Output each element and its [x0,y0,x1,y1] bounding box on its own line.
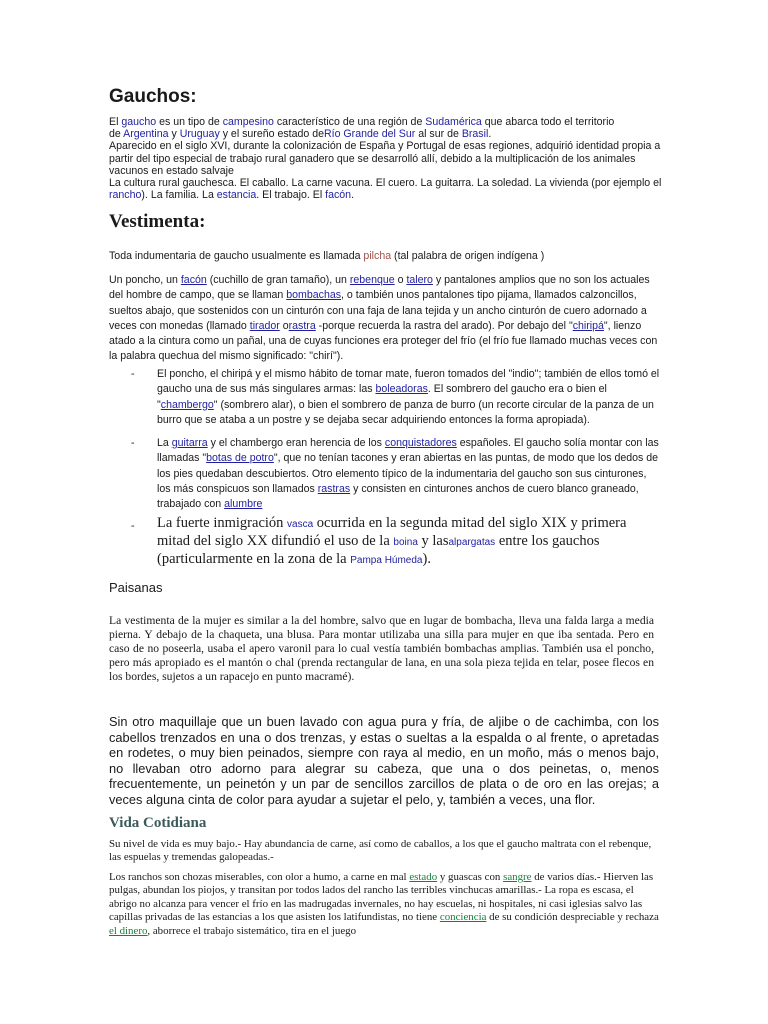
link-vasca[interactable]: vasca [287,519,314,530]
text: , o también unos pantalones tipo pijama, llamados calzoncillos, sueltos abajo, que sostenidos con un cinturón con una faja de lana tejida y un ancho cinturón de cuero adornado a veces con monedas (llamado [109,289,647,332]
text: españoles. El gaucho solía montar con las llamadas " [157,437,659,465]
text: Los ranchos son chozas miserables, con olor a humo, a carne en mal [109,871,410,883]
text: (tal palabra de origen indígena ) [391,250,545,262]
text: característico de una región de [273,116,426,128]
text: y [168,128,180,141]
text: de [109,128,124,141]
text: o [394,274,407,286]
paisanas-paragraph-1: La vestimenta de la mujer es similar a la del hombre, salvo que en lugar de bombacha, lleva una falda larga a media pierna. Y debajo de la chaqueta, una blusa. Para montar utilizaba una silla para mujer en que iba sentada. Pero en caso de no poseerla, usaba el apero varonil para lo cual vestía también bombachas amplias. También usa el poncho, pero más apropiado es el mantón o chal (prenda rectangular de lana, en una sola pieza tejida en telar, posee flecos en los bordes, sujetos a un rapacejo en punto macramé). [109,614,654,683]
text: es un tipo de [156,116,223,128]
text: que abarca todo el territorio [481,116,615,128]
text: . [351,189,355,202]
text: " (sombrero alar), o bien el sombrero de panza de burro (un recorte circular de la panza de un burro que se ataba a un postre y se dejaba secar adquiriendo entonces la forma apropiada). [157,398,654,426]
text: y el sureño estado de [219,128,324,141]
vida-paragraph-1: Su nivel de vida es muy bajo.- Hay abundancia de carne, así como de caballos, a los que el gaucho maltrata con el rebenque, las espuelas y tremendas galopeadas.- [109,838,652,864]
link-pilcha[interactable]: pilcha [363,250,392,262]
text: La fuerte inmigración [157,515,288,531]
link-rastra[interactable]: rastra [288,319,316,332]
gauchos-intro [109,116,664,201]
link-tirador[interactable]: tirador [249,319,280,332]
text: y guascas con [437,871,504,883]
link-rancho[interactable]: rancho [109,189,142,202]
text: y las [417,533,449,549]
list-dash: - [131,437,135,450]
link-estado[interactable]: estado [409,871,438,883]
link-sudamerica[interactable]: Sudamérica [425,116,482,128]
link-pampa-humeda[interactable]: Pampa Húmeda [350,555,423,566]
link-facon[interactable]: facón [325,189,352,202]
text: . El sombrero del gaucho era o bien el " [157,383,607,411]
text: (cuchillo de gran tamaño), un [206,274,350,286]
vestimenta-intro [109,250,669,262]
text: ", lienzo atado a la cintura como un pañal, una de cuyas funciones era proteger del frío (el frío fue llamado muchas veces con la palabra quechua del mismo significado: "chirí"). [109,319,658,363]
vida-cotidiana-title: Vida Cotidiana [109,815,207,831]
text: La cultura rural gauchesca. El caballo. La carne vacuna. El cuero. La guitarra. La soledad. La vivienda (por ejemplo el [109,177,662,190]
text: ). La familia. La [141,189,217,202]
link-brasil[interactable]: Brasil [461,128,489,141]
text: al sur de [415,128,462,141]
link-el-dinero[interactable]: el dinero [109,924,148,937]
gauchos-title: Gauchos: [109,86,197,107]
list-dash: - [131,520,135,532]
text: de varios días.- Hierven las pulgas, abundan los piojos, y transitan por todos lados del rancho las terribles vinchucas amarillas.- La ropa es escasa, el abrigo no alcanza para vencer el frío en las madrugadas invernales, no hay escuelas, ni hospitales, ni casi iglesias salvo las capillas privadas de las estancias a los que asisten los latifundistas, no tiene [109,871,654,924]
inmigracion-paragraph [131,515,661,569]
link-bombachas[interactable]: bombachas [286,289,342,302]
vestimenta-paragraph [109,273,662,365]
link-talero[interactable]: talero [406,274,433,286]
list-item [131,367,661,428]
link-rio-grande-del-sur[interactable]: Río Grande del Sur [324,128,416,141]
text: de su condición despreciable y rechaza [486,911,659,924]
gauchos-paragraph-3 [109,177,664,201]
link-boleadoras[interactable]: boleadoras [375,383,428,396]
text: Un poncho, un [109,274,181,286]
text: o [279,319,289,332]
text: El poncho, el chiripá y el mismo hábito de tomar mate, fueron tomados del "indio"; también de ellos tomó el gaucho una de sus más singulares armas: las [157,368,660,396]
text: y pantalones amplios que no son los actuales del hombre de campo, que se llaman [109,274,650,302]
text: El [109,116,122,128]
list-item [131,436,661,512]
link-botas-de-potro[interactable]: botas de potro [206,452,274,465]
vestimenta-title: Vestimenta: [109,211,206,232]
link-uruguay[interactable]: Uruguay [179,128,220,141]
text: entre los gauchos (particularmente en la zona de la [157,533,600,567]
link-sangre[interactable]: sangre [503,871,532,883]
list-dash: - [131,368,135,380]
vestimenta-list-item-3 [131,515,661,569]
vida-paragraph-2 [109,871,659,938]
text: y consisten en cinturones anchos de cuero blanco graneado, trabajado con [157,483,639,511]
text: ocurrida en la segunda mitad del siglo XIX y primera mitad del siglo XX difundió el uso de la [157,515,627,549]
text: La [157,437,172,450]
link-guitarra[interactable]: guitarra [171,437,208,450]
link-rebenque[interactable]: rebenque [349,274,395,286]
text: ", que no tenían tacones y eran abiertas en las puntas, de modo que los dedos de los pies quedaban descubiertos. Otro elemento típico de la indumentaria del gaucho son sus cinturones, los más conspicuos son llamados [157,452,659,496]
text: -porque recuerda la rastra del arado). Por debajo del " [315,319,573,332]
link-alumbre[interactable]: alumbre [224,498,263,511]
text: y el chambergo eran herencia de los [207,437,385,450]
text: , aborrece el trabajo sistemático, tira en el juego [147,924,357,937]
text: ). [422,551,431,567]
link-campesino[interactable]: campesino [222,116,274,128]
vestimenta-list [131,367,661,521]
link-boina[interactable]: boina [393,537,418,548]
text: . El trabajo. El [256,189,326,202]
link-chambergo[interactable]: chambergo [160,398,214,411]
link-estancia[interactable]: estancia [216,189,257,202]
link-argentina[interactable]: Argentina [123,128,169,141]
link-facon[interactable]: facón [180,274,207,286]
text: . [488,128,492,141]
text: Toda indumentaria de gaucho usualmente es llamada [109,250,364,262]
link-gaucho[interactable]: gaucho [121,116,157,128]
link-conquistadores[interactable]: conquistadores [384,437,457,450]
link-alpargatas[interactable]: alpargatas [448,537,496,548]
gauchos-paragraph-1 [109,116,664,140]
paisanas-title: Paisanas [109,580,163,595]
link-chiripa[interactable]: chiripá [572,319,604,332]
paisanas-paragraph-2: Sin otro maquillaje que un buen lavado con agua pura y fría, de aljibe o de cachimba, con los cabellos trenzados en una o dos trenzas, y estas o sueltas a la espalda o al frente, o apretadas en rodetes, o muy bien peinados, siempre con raya al medio, en un moño, más o menos bajo, no llevaban otro adorno para alegrar su cabeza, que una o dos peinetas, o, menos frecuentemente, un peinetón y un par de sencillos zarcillos de plata o de oro en las orejas; a veces alguna cinta de color para ayudar a sujetar el pelo, y, también a veces, una flor. [109,714,659,807]
link-rastras[interactable]: rastras [317,483,351,496]
gauchos-paragraph-2: Aparecido en el siglo XVI, durante la colonización de España y Portugal de esas regiones, adquirió identidad propia a partir del tipo especial de trabajo rural ganadero que se desarrolló allí, debido a la multiplicación de los animales vacunos en estado salvaje [109,140,661,177]
link-conciencia[interactable]: conciencia [439,911,487,924]
